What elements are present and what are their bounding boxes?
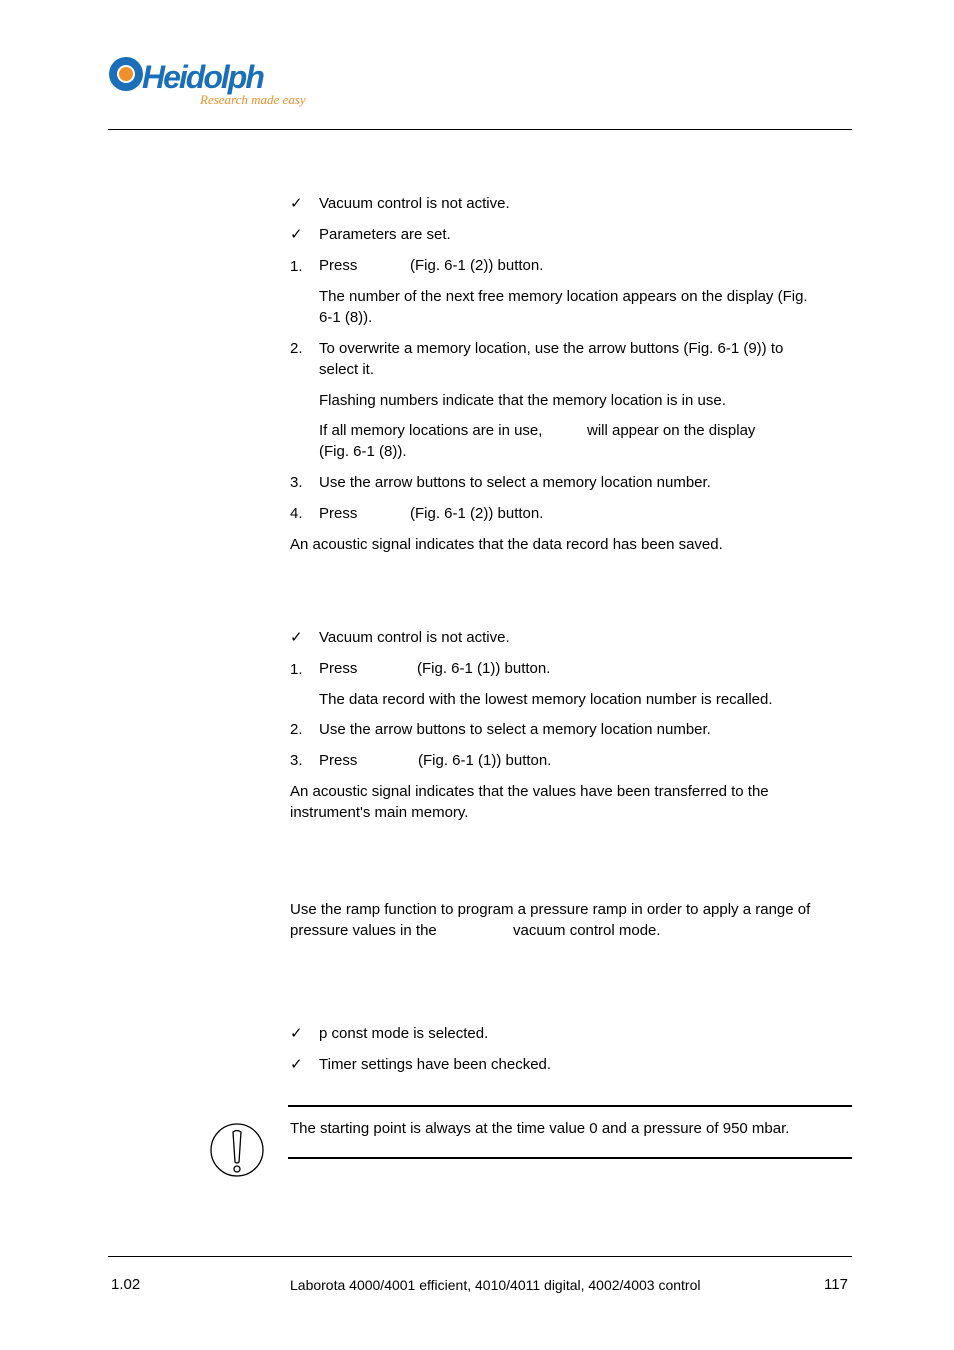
save-step-3-text: Use the arrow buttons to select a memory location number. bbox=[319, 474, 711, 491]
save-step-1-result-line-1: The number of the next free memory location appears on the display (Fig. bbox=[319, 288, 808, 305]
save-step-1-ref: (Fig. 6-1 (2)) button. bbox=[410, 257, 544, 274]
recall-result-line-2: instrument's main memory. bbox=[290, 804, 469, 821]
recall-step-1-number: 1. bbox=[290, 661, 303, 678]
save-step-4-press: Press bbox=[319, 505, 358, 522]
exclamation-icon bbox=[209, 1122, 267, 1180]
check-icon: ✓ bbox=[290, 629, 303, 646]
save-step-3-number: 3. bbox=[290, 474, 303, 491]
save-step-2-number: 2. bbox=[290, 340, 303, 357]
save-step-2-line-1: To overwrite a memory location, use the arrow buttons (Fig. 6-1 (9)) to bbox=[319, 340, 784, 357]
ramp-intro-line-2a: pressure values in the bbox=[290, 922, 437, 939]
recall-step-2-text: Use the arrow buttons to select a memory location number. bbox=[319, 721, 711, 738]
svg-text:Research made easy: Research made easy bbox=[200, 92, 306, 107]
heidolph-logo bbox=[108, 52, 320, 114]
notice-text: The starting point is always at the time value 0 and a pressure of 950 mbar. bbox=[290, 1120, 790, 1137]
ramp-prereq-1: p const mode is selected. bbox=[319, 1025, 489, 1042]
heidolph-logo-graphic bbox=[108, 52, 320, 114]
save-step-2-note-2a: If all memory locations are in use, bbox=[319, 422, 543, 439]
ramp-intro-line-1: Use the ramp function to program a pressure ramp in order to apply a range of bbox=[290, 901, 811, 918]
page-number: 117 bbox=[824, 1276, 848, 1293]
ramp-prereq-2: Timer settings have been checked. bbox=[319, 1056, 552, 1073]
ramp-intro-line-2b: vacuum control mode. bbox=[513, 922, 661, 939]
recall-step-3-number: 3. bbox=[290, 752, 303, 769]
save-step-1-number: 1. bbox=[290, 258, 303, 275]
save-result: An acoustic signal indicates that the data record has been saved. bbox=[290, 536, 723, 553]
save-prereq-2: Parameters are set. bbox=[319, 226, 451, 243]
recall-step-1-press: Press bbox=[319, 660, 358, 677]
recall-step-2-number: 2. bbox=[290, 721, 303, 738]
save-step-2-note-2b: will appear on the display bbox=[587, 422, 756, 439]
save-step-1-result-line-2: 6-1 (8)). bbox=[319, 309, 373, 326]
recall-step-3-press: Press bbox=[319, 752, 358, 769]
recall-step-3-ref: (Fig. 6-1 (1)) button. bbox=[418, 752, 552, 769]
document-version: 1.02 bbox=[111, 1276, 141, 1293]
save-step-4-number: 4. bbox=[290, 505, 303, 522]
recall-prereq-1: Vacuum control is not active. bbox=[319, 629, 510, 646]
check-icon: ✓ bbox=[290, 195, 303, 212]
check-icon: ✓ bbox=[290, 226, 303, 243]
recall-step-1-ref: (Fig. 6-1 (1)) button. bbox=[417, 660, 551, 677]
product-name: Laborota 4000/4001 efficient, 4010/4011 digital, 4002/4003 control bbox=[290, 1277, 701, 1293]
header-rule bbox=[108, 129, 852, 130]
footer-rule bbox=[108, 1256, 852, 1257]
svg-text:Heidolph: Heidolph bbox=[142, 59, 263, 95]
recall-step-1-result: The data record with the lowest memory location number is recalled. bbox=[319, 691, 773, 708]
recall-result-line-1: An acoustic signal indicates that the values have been transferred to the bbox=[290, 783, 769, 800]
notice-top-rule bbox=[288, 1105, 852, 1107]
save-step-2-line-2: select it. bbox=[319, 361, 375, 378]
save-step-2-note-1: Flashing numbers indicate that the memory location is in use. bbox=[319, 392, 726, 409]
save-step-2-note-2c: (Fig. 6-1 (8)). bbox=[319, 443, 407, 460]
save-prereq-1: Vacuum control is not active. bbox=[319, 195, 510, 212]
check-icon: ✓ bbox=[290, 1025, 303, 1042]
save-step-4-ref: (Fig. 6-1 (2)) button. bbox=[410, 505, 544, 522]
notice-bottom-rule bbox=[288, 1157, 852, 1159]
check-icon: ✓ bbox=[290, 1056, 303, 1073]
save-step-1-press: Press bbox=[319, 257, 358, 274]
